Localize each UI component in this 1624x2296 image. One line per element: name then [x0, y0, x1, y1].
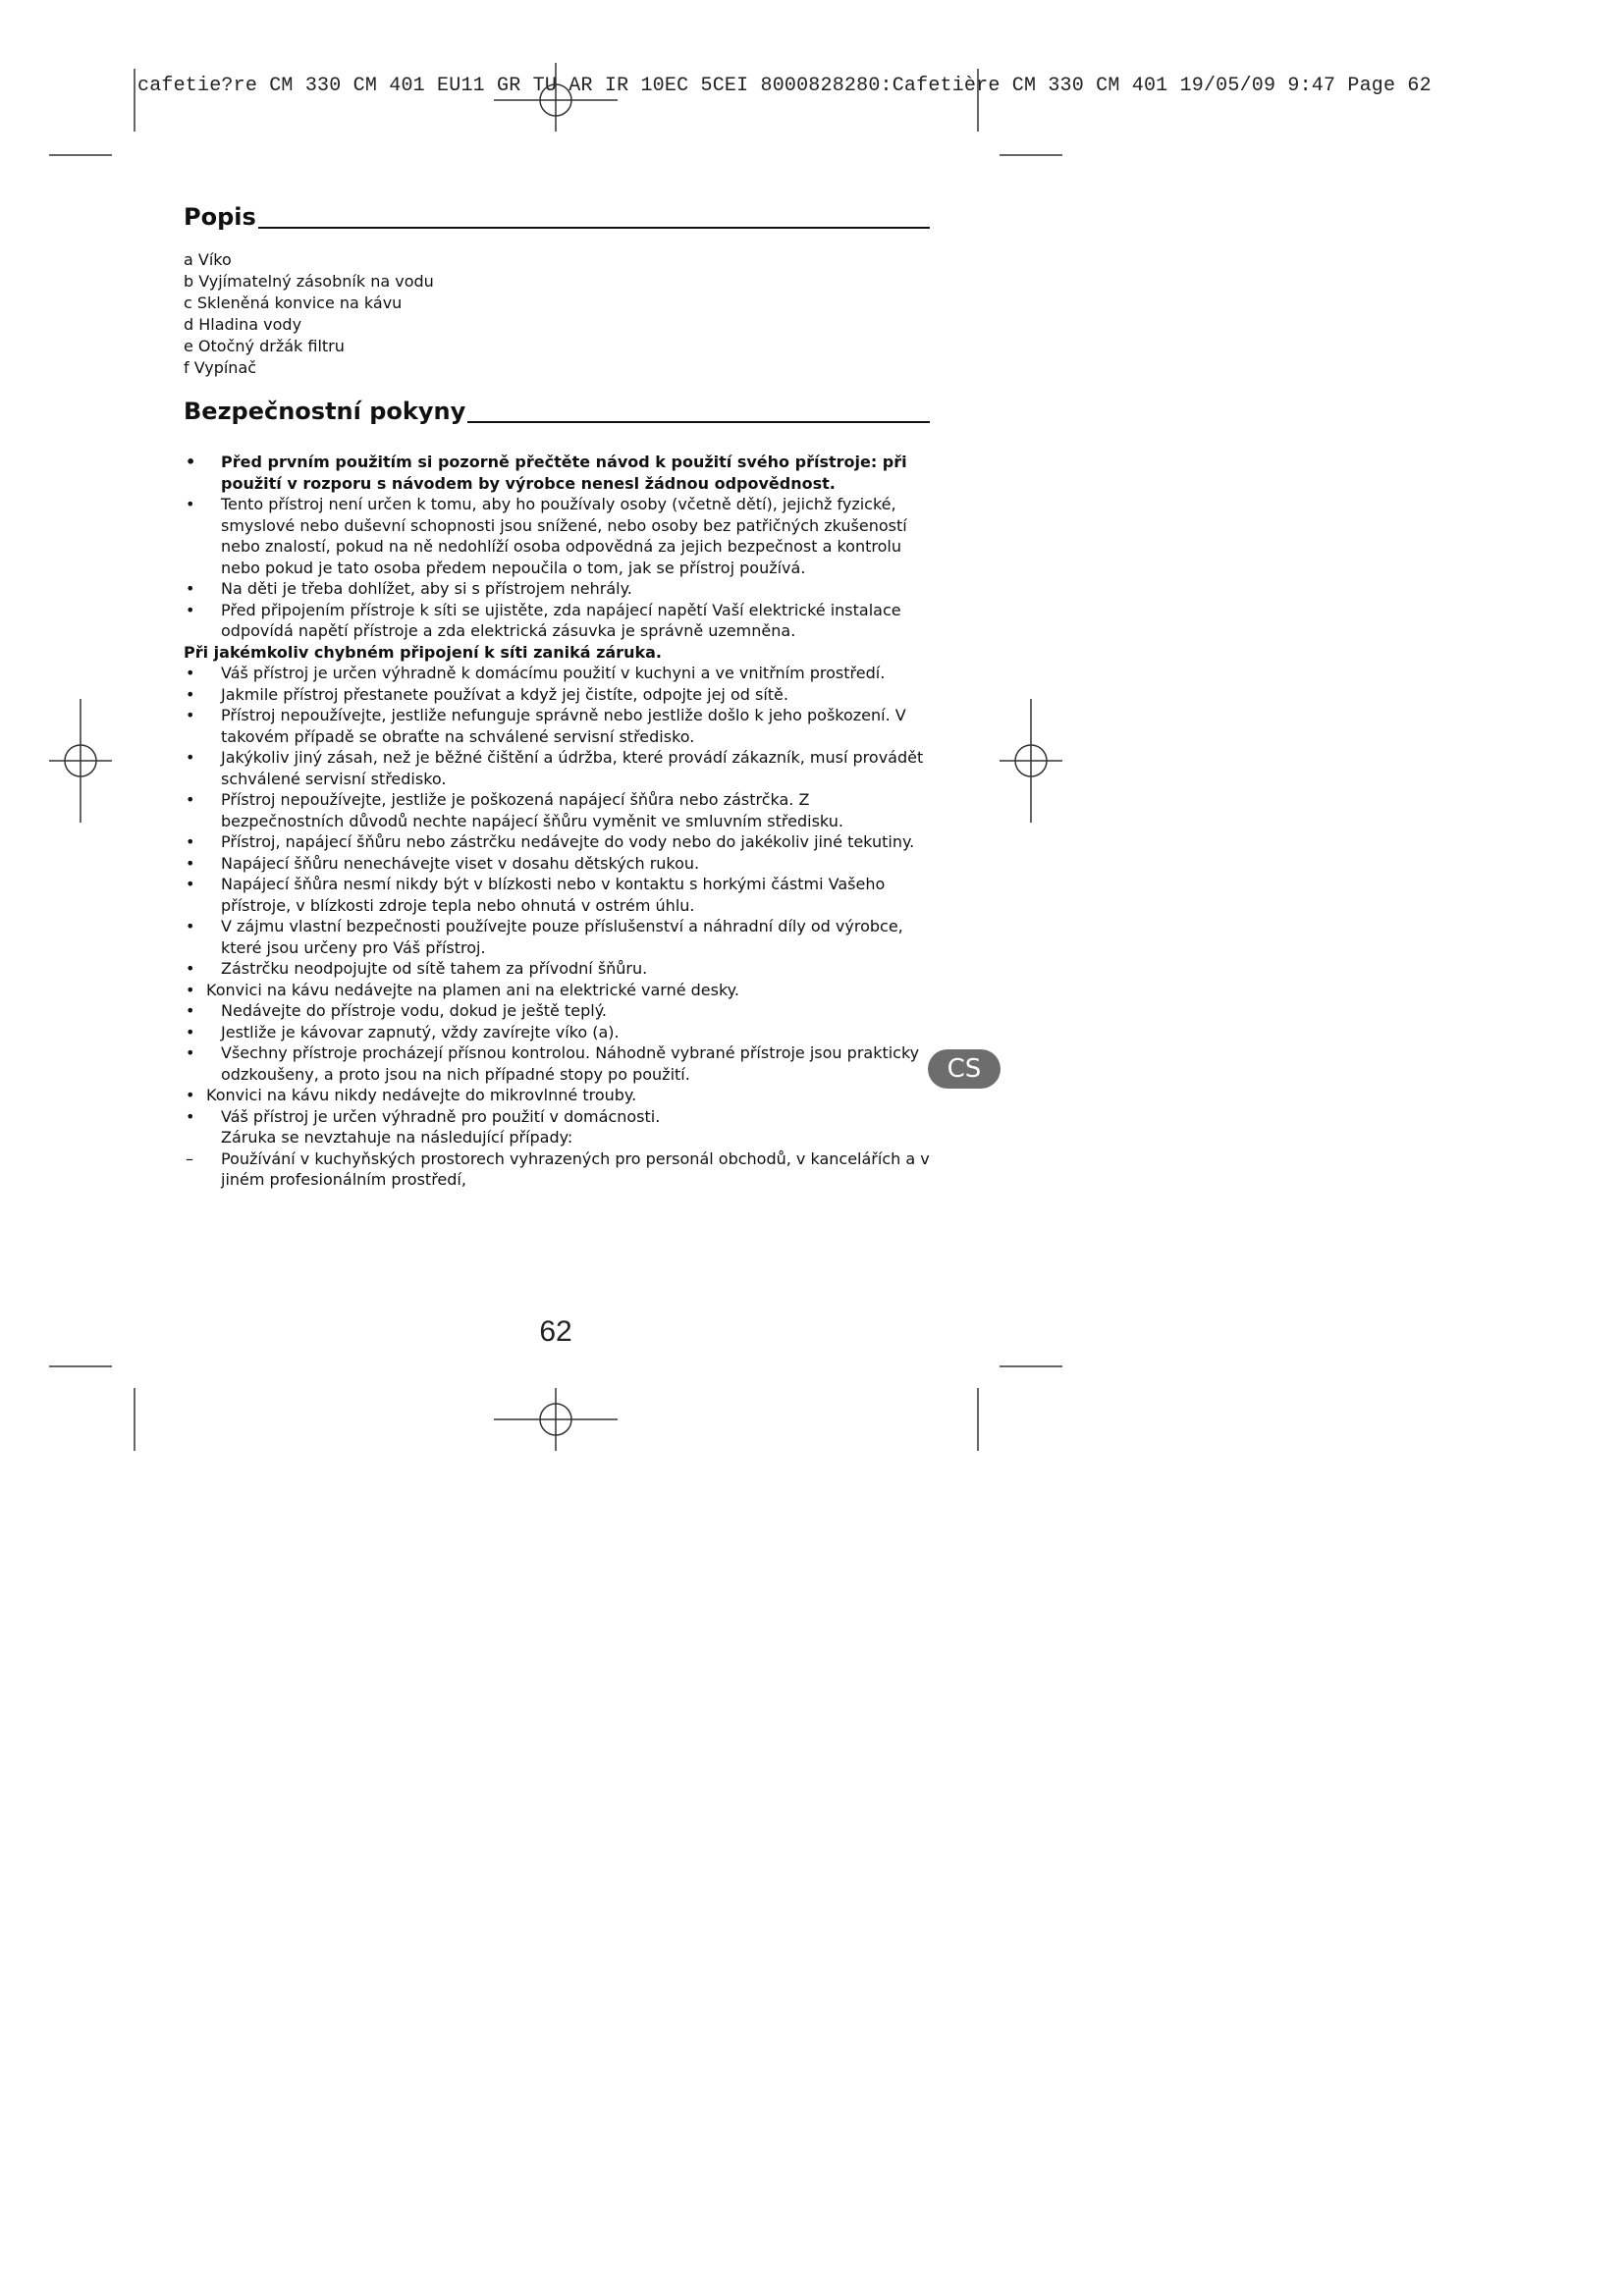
section-title-description: Popis [184, 203, 256, 231]
list-item: • Konvici na kávu nedávejte na plamen ani na elektrické varné desky. [184, 980, 930, 1001]
list-item: • Tento přístroj není určen k tomu, aby ho používaly osoby (včetně dětí), jejichž fyzické, smyslové nebo duševní schopnosti jsou snížené, nebo osoby bez patřičných zkušeností nebo znalostí, pokud na ně nedohlíží osoba odpovědná za jejich bezpečnost a kontrolu nebo pokud je tato osoba předem nepoučila o tom, jak se přístroj používá. [184, 494, 930, 578]
list-item: • Jakmile přístroj přestanete používat a když jej čistíte, odpojte jej od sítě. [184, 684, 930, 706]
page-number: 62 [539, 1315, 572, 1348]
list-item: • Nedávejte do přístroje vodu, dokud je ještě teplý. [184, 1000, 930, 1022]
list-item: • Zástrčku neodpojujte od sítě tahem za přívodní šňůru. [184, 958, 930, 980]
list-item: • Váš přístroj je určen výhradně k domácímu použití v kuchyni a ve vnitřním prostředí. [184, 663, 930, 684]
list-item: a Víko [184, 250, 232, 269]
list-item: • Napájecí šňůru nenechávejte viset v dosahu dětských rukou. [184, 853, 930, 875]
warranty-warning: Při jakémkoliv chybném připojení k síti zaniká záruka. [184, 642, 662, 662]
section-heading-safety [184, 397, 930, 426]
section-title-safety: Bezpečnostní pokyny [184, 398, 466, 425]
list-item: c Skleněná konvice na kávu [184, 294, 403, 312]
list-item: b Vyjímatelný zásobník na vodu [184, 272, 434, 291]
heading-rule [258, 227, 930, 229]
safety-instructions-list [184, 452, 930, 1191]
parts-list [184, 249, 930, 379]
list-item: • Jestliže je kávovar zapnutý, vždy zavírejte víko (a). [184, 1022, 930, 1043]
list-item: • Přístroj nepoužívejte, jestliže nefunguje správně nebo jestliže došlo k jeho poškození. V takovém případě se obraťte na schválené servisní středisko. [184, 705, 930, 747]
list-item: d Hladina vody [184, 315, 302, 334]
heading-rule [467, 421, 930, 423]
registration-target-right [1000, 699, 1062, 823]
registration-target-bottom [494, 1388, 618, 1451]
list-item: • Konvici na kávu nikdy nedávejte do mikrovlnné trouby. [184, 1085, 930, 1106]
list-item: • Váš přístroj je určen výhradně pro použití v domácnosti. [184, 1106, 930, 1128]
list-item: e Otočný držák filtru [184, 337, 345, 355]
main-content [184, 196, 930, 1191]
list-item: • Přístroj nepoužívejte, jestliže je poškozená napájecí šňůra nebo zástrčka. Z bezpečnostních důvodů nechte napájecí šňůru vyměnit ve smluvním středisku. [184, 789, 930, 831]
list-item: Záruka se nevztahuje na následující případy: [221, 1128, 573, 1147]
list-item: f Vypínač [184, 358, 257, 377]
list-item: • Přístroj, napájecí šňůru nebo zástrčku nedávejte do vody nebo do jakékoliv jiné tekutiny. [184, 831, 930, 853]
section-heading-description [184, 202, 930, 232]
list-item: • V zájmu vlastní bezpečnosti používejte pouze příslušenství a náhradní díly od výrobce, které jsou určeny pro Váš přístroj. [184, 916, 930, 958]
list-item: • Všechny přístroje procházejí přísnou kontrolou. Náhodně vybrané přístroje jsou prakticky odzkoušeny, a proto jsou na nich případné stopy po použití. [184, 1042, 930, 1085]
list-item: • Napájecí šňůra nesmí nikdy být v blízkosti nebo v kontaktu s horkými částmi Vašeho přístroje, v blízkosti zdroje tepla nebo ohnutá v ostrém úhlu. [184, 874, 930, 916]
list-item: • Před prvním použitím si pozorně přečtěte návod k použití svého přístroje: při použití v rozporu s návodem by výrobce nenesl žádnou odpovědnost. [184, 452, 930, 494]
list-item: • Na děti je třeba dohlížet, aby si s přístrojem nehrály. [184, 578, 930, 600]
language-badge: CS [928, 1049, 1001, 1089]
print-slug-line: cafetie?re CM 330 CM 401 EU11 GR TU AR IR 10EC 5CEI 8000828280:Cafetière CM 330 CM 401 19/05/09 9:47 Page 62 [137, 75, 1432, 97]
list-item: – Používání v kuchyňských prostorech vyhrazených pro personál obchodů, v kancelářích a v jiném profesionálním prostředí, [184, 1148, 930, 1191]
registration-target-top [494, 63, 618, 132]
list-item: • Před připojením přístroje k síti se ujistěte, zda napájecí napětí Vaší elektrické instalace odpovídá napětí přístroje a zda elektrická zásuvka je správně uzemněna. [184, 600, 930, 642]
registration-target-left [49, 699, 112, 823]
list-item: • Jakýkoliv jiný zásah, než je běžné čištění a údržba, které provádí zákazník, musí provádět schválené servisní středisko. [184, 747, 930, 789]
